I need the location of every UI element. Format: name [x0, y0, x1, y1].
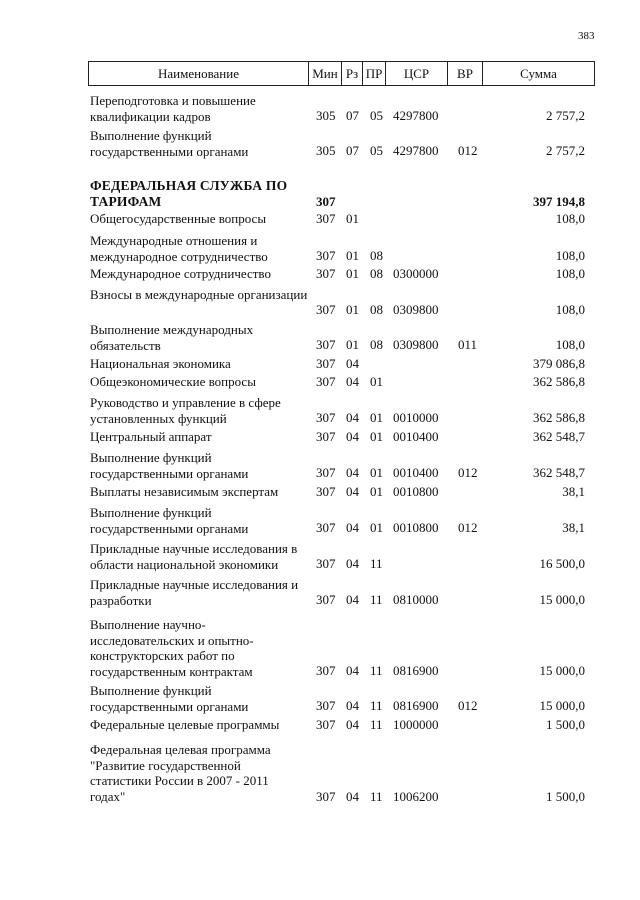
row-pr: 01 [370, 429, 383, 444]
row-sum: 397 194,8 [533, 194, 585, 209]
row-min: 307 [316, 663, 336, 678]
row-rz: 04 [346, 484, 359, 499]
row-sum: 108,0 [555, 302, 585, 317]
table-row [0, 577, 640, 608]
row-min: 307 [316, 194, 336, 209]
row-min: 307 [316, 248, 336, 263]
row-csr: 1006200 [393, 789, 439, 804]
row-rz: 01 [346, 302, 359, 317]
row-pr: 01 [370, 410, 383, 425]
row-pr: 11 [370, 556, 383, 571]
row-name: Выплаты независимым экспертам [90, 484, 279, 499]
page-number: 383 [578, 30, 595, 42]
row-name: Международные отношения и международное сотрудничество [90, 233, 268, 264]
row-sum: 108,0 [555, 248, 585, 263]
row-pr: 01 [370, 374, 383, 389]
row-rz: 01 [346, 266, 359, 281]
row-min: 305 [316, 108, 336, 123]
row-pr: 11 [370, 592, 383, 607]
row-rz: 04 [346, 717, 359, 732]
row-min: 307 [316, 520, 336, 535]
row-rz: 04 [346, 789, 359, 804]
row-name: Выполнение функций государственными органами [90, 505, 249, 536]
row-vr: 012 [458, 698, 478, 713]
row-csr: 0010800 [393, 484, 439, 499]
row-csr: 0010800 [393, 520, 439, 535]
row-csr: 0010400 [393, 429, 439, 444]
row-sum: 362 548,7 [533, 465, 585, 480]
row-sum: 15 000,0 [539, 698, 585, 713]
row-sum: 108,0 [555, 337, 585, 352]
row-rz: 04 [346, 663, 359, 678]
table-row [0, 322, 640, 353]
row-vr: 012 [458, 465, 478, 480]
table-row [0, 617, 640, 679]
row-sum: 1 500,0 [546, 717, 585, 732]
row-pr: 11 [370, 717, 383, 732]
table-row [0, 717, 640, 733]
row-name: Федеральная целевая программа "Развитие государственной статистики России в 2007 - 2011 годах" [90, 742, 271, 804]
row-name: Взносы в международные организации [90, 287, 308, 302]
table-row [0, 233, 640, 264]
row-name: Международное сотрудничество [90, 266, 271, 281]
row-sum: 1 500,0 [546, 789, 585, 804]
row-min: 307 [316, 410, 336, 425]
row-name: Общегосударственные вопросы [90, 211, 267, 226]
row-csr: 0010400 [393, 465, 439, 480]
row-rz: 04 [346, 698, 359, 713]
section-heading: ФЕДЕРАЛЬНАЯ СЛУЖБА ПО ТАРИФАМ [90, 178, 288, 209]
row-sum: 2 757,2 [546, 108, 585, 123]
row-pr: 08 [370, 266, 383, 281]
row-name: Руководство и управление в сфере установленных функций [90, 395, 281, 426]
table-row [0, 128, 640, 159]
row-min: 307 [316, 556, 336, 571]
row-csr: 0810000 [393, 592, 439, 607]
header-vr: ВР [447, 62, 482, 85]
row-vr: 012 [458, 143, 478, 158]
header-name: Наименование [158, 66, 239, 81]
row-min: 307 [316, 484, 336, 499]
row-csr: 4297800 [393, 108, 439, 123]
row-pr: 01 [370, 465, 383, 480]
row-min: 307 [316, 592, 336, 607]
row-sum: 362 548,7 [533, 429, 585, 444]
row-pr: 11 [370, 698, 383, 713]
header-min: Мин [308, 62, 341, 85]
row-rz: 04 [346, 374, 359, 389]
row-min: 305 [316, 143, 336, 158]
row-min: 307 [316, 698, 336, 713]
row-name: Выполнение международных обязательств [90, 322, 254, 353]
row-min: 307 [316, 789, 336, 804]
row-csr: 0816900 [393, 698, 439, 713]
row-pr: 01 [370, 484, 383, 499]
row-sum: 38,1 [562, 520, 585, 535]
row-rz: 04 [346, 592, 359, 607]
table-row [0, 742, 640, 804]
row-pr: 11 [370, 663, 383, 678]
row-rz: 01 [346, 248, 359, 263]
row-csr: 0300000 [393, 266, 439, 281]
row-rz: 04 [346, 410, 359, 425]
row-min: 307 [316, 337, 336, 352]
row-rz: 01 [346, 337, 359, 352]
row-sum: 15 000,0 [539, 592, 585, 607]
row-csr: 0816900 [393, 663, 439, 678]
table-row [0, 429, 640, 445]
row-rz: 01 [346, 211, 359, 226]
table-row [0, 683, 640, 714]
row-name: Выполнение научно-исследовательских и опытно-конструкторских работ по государственным контрактам [90, 617, 254, 679]
row-rz: 04 [346, 356, 359, 371]
header-csr: ЦСР [385, 62, 447, 85]
row-sum: 16 500,0 [539, 556, 585, 571]
table-row [0, 505, 640, 536]
row-csr: 0309800 [393, 337, 439, 352]
row-rz: 04 [346, 520, 359, 535]
row-min: 307 [316, 717, 336, 732]
row-pr: 08 [370, 248, 383, 263]
row-name: Прикладные научные исследования в области национальной экономики [90, 541, 298, 572]
row-name: Центральный аппарат [90, 429, 212, 444]
row-min: 307 [316, 465, 336, 480]
row-rz: 04 [346, 556, 359, 571]
table-row [0, 211, 640, 227]
row-pr: 08 [370, 337, 383, 352]
row-sum: 362 586,8 [533, 374, 585, 389]
row-min: 307 [316, 429, 336, 444]
table-row [0, 266, 640, 282]
row-pr: 05 [370, 143, 383, 158]
header-pr: ПР [362, 62, 385, 85]
table-row [0, 356, 640, 372]
table-row [0, 450, 640, 481]
row-sum: 108,0 [555, 211, 585, 226]
row-vr: 012 [458, 520, 478, 535]
table-row [0, 287, 640, 318]
row-name: Прикладные научные исследования и разработки [90, 577, 299, 608]
table-row [0, 541, 640, 572]
row-rz: 07 [346, 108, 359, 123]
row-pr: 11 [370, 789, 383, 804]
row-pr: 08 [370, 302, 383, 317]
table-row [0, 395, 640, 426]
row-name: Общеэкономические вопросы [90, 374, 256, 389]
header-sum: Сумма [482, 62, 594, 85]
row-name: Национальная экономика [90, 356, 231, 371]
row-csr: 0309800 [393, 302, 439, 317]
row-name: Федеральные целевые программы [90, 717, 280, 732]
row-csr: 4297800 [393, 143, 439, 158]
row-min: 307 [316, 374, 336, 389]
row-sum: 2 757,2 [546, 143, 585, 158]
row-min: 307 [316, 266, 336, 281]
table-row [0, 484, 640, 500]
row-name: Выполнение функций государственными органами [90, 128, 249, 159]
row-min: 307 [316, 302, 336, 317]
row-sum: 362 586,8 [533, 410, 585, 425]
row-min: 307 [316, 356, 336, 371]
row-vr: 011 [458, 337, 478, 352]
row-name: Выполнение функций государственными органами [90, 683, 249, 714]
row-pr: 05 [370, 108, 383, 123]
row-name: Переподготовка и повышение квалификации кадров [90, 93, 256, 124]
table-row [0, 374, 640, 390]
table-header [88, 61, 595, 86]
row-rz: 04 [346, 465, 359, 480]
row-min: 307 [316, 211, 336, 226]
row-sum: 38,1 [562, 484, 585, 499]
row-csr: 1000000 [393, 717, 439, 732]
section-heading-row [0, 178, 640, 209]
row-csr: 0010000 [393, 410, 439, 425]
row-name: Выполнение функций государственными органами [90, 450, 249, 481]
row-rz: 04 [346, 429, 359, 444]
row-pr: 01 [370, 520, 383, 535]
header-rz: Рз [341, 62, 362, 85]
row-rz: 07 [346, 143, 359, 158]
table-row [0, 93, 640, 124]
row-sum: 108,0 [555, 266, 585, 281]
row-sum: 379 086,8 [533, 356, 585, 371]
row-sum: 15 000,0 [539, 663, 585, 678]
